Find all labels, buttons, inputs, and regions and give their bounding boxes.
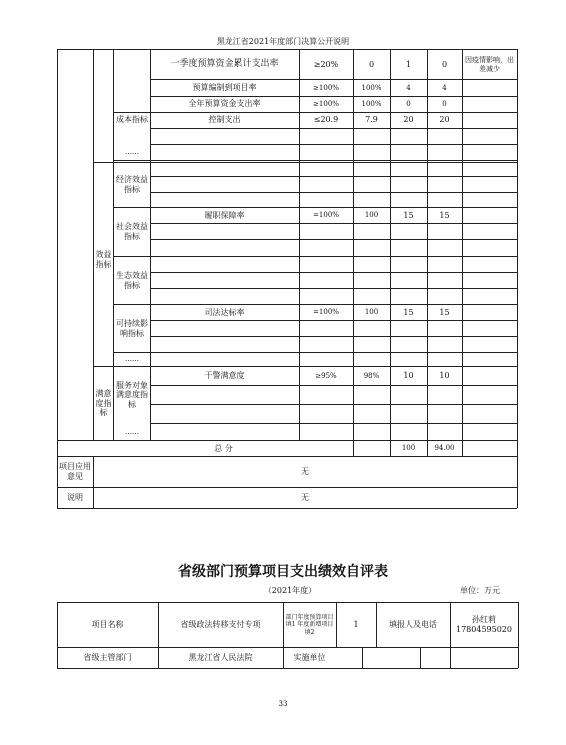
total-score: 94.00 [434, 444, 455, 453]
total-score-label: 总 分 [214, 443, 233, 453]
ellipsis-row: …… [125, 147, 139, 156]
eco-benefit-label: 生态效益指标 [116, 270, 148, 290]
indicator-actual: 100% [361, 99, 382, 108]
service-satisfaction-label: 服务对象满意度指标 [116, 380, 148, 409]
project-name-label: 项目名称 [91, 620, 124, 630]
economic-benefit-label: 经济效益指标 [116, 175, 148, 194]
remark-value: 无 [301, 493, 309, 503]
implementing-unit-label: 实施单位 [293, 653, 326, 663]
satisfaction-indicator-label: 满意度指标 [95, 389, 112, 418]
indicator-actual: 7.9 [365, 115, 378, 125]
sustainable-impact-label: 可持续影响指标 [116, 318, 148, 338]
budget-item-label: 部门年度预算项目填1 年度新增项目填2 [285, 614, 334, 636]
benefit-indicator-label: 效益指标 [95, 250, 112, 269]
indicator-score: 15 [439, 307, 450, 317]
indicator-target: =100% [313, 211, 339, 220]
indicator-target: ≥100% [313, 99, 339, 108]
opinion-label: 项目应用意见 [59, 462, 91, 481]
cost-indicator-label: 成本指标 [116, 115, 148, 125]
page-number: 33 [278, 699, 288, 708]
social-benefit-label: 社会效益指标 [116, 222, 148, 241]
unit-label: 单位：万元 [460, 586, 500, 596]
indicator-name: 预算编制到项目率 [192, 83, 257, 93]
indicator-full-score: 15 [403, 307, 414, 317]
remark-label: 说明 [67, 493, 83, 503]
indicator-name: 司法达标率 [204, 307, 245, 317]
indicator-actual: 98% [363, 371, 380, 380]
dept-value: 黑龙江省人民法院 [188, 653, 253, 663]
project-name-value: 省级政法转移支付专项 [180, 620, 261, 630]
indicator-full-score: 0 [406, 99, 411, 108]
indicator-actual: 100 [364, 211, 379, 220]
indicator-target: ≥100% [313, 83, 339, 92]
indicator-full-score: 10 [403, 371, 414, 381]
total-full-score: 100 [401, 444, 416, 453]
indicator-note: 因疫情影响，出差减少 [465, 56, 514, 73]
section-title: 省级部门预算项目支出绩效自评表 [178, 563, 388, 580]
indicator-actual: 0 [368, 59, 375, 69]
indicator-target: ≤20.9 [313, 115, 339, 125]
page-header-title: 黑龙江省2021年度部门决算公开说明 [216, 37, 350, 47]
indicator-full-score: 15 [403, 210, 414, 220]
indicator-target: =100% [313, 308, 339, 317]
filler-label: 填报人及电话 [389, 620, 437, 630]
ellipsis-row: …… [125, 427, 139, 436]
section-year: （2021年度） [263, 586, 317, 596]
budget-item-value: 1 [353, 620, 359, 630]
indicator-name: 一季度预算资金累计支出率 [170, 59, 279, 70]
indicator-score: 0 [441, 59, 448, 69]
indicator-name: 全年预算资金支出率 [188, 99, 261, 109]
indicator-score: 15 [439, 210, 450, 220]
indicator-score: 4 [442, 83, 447, 92]
indicator-actual: 100% [361, 83, 382, 92]
ellipsis-row: …… [125, 354, 139, 363]
indicator-score: 0 [442, 99, 447, 108]
indicator-name: 干警满意度 [204, 371, 245, 381]
indicator-full-score: 1 [405, 59, 412, 69]
indicator-full-score: 20 [403, 115, 414, 125]
indicator-target: ≥95% [315, 371, 337, 380]
indicator-full-score: 4 [406, 83, 411, 92]
filler-value: 孙红莉 17804595020 [456, 615, 512, 634]
indicator-target: ≥20% [313, 59, 339, 69]
indicator-actual: 100 [364, 308, 379, 317]
indicator-score: 20 [439, 115, 450, 125]
opinion-value: 无 [301, 467, 309, 477]
indicator-score: 10 [439, 371, 450, 381]
indicator-name: 控制支出 [208, 115, 241, 125]
indicator-name: 履职保障率 [204, 210, 245, 220]
dept-label: 省级主管部门 [83, 653, 132, 663]
